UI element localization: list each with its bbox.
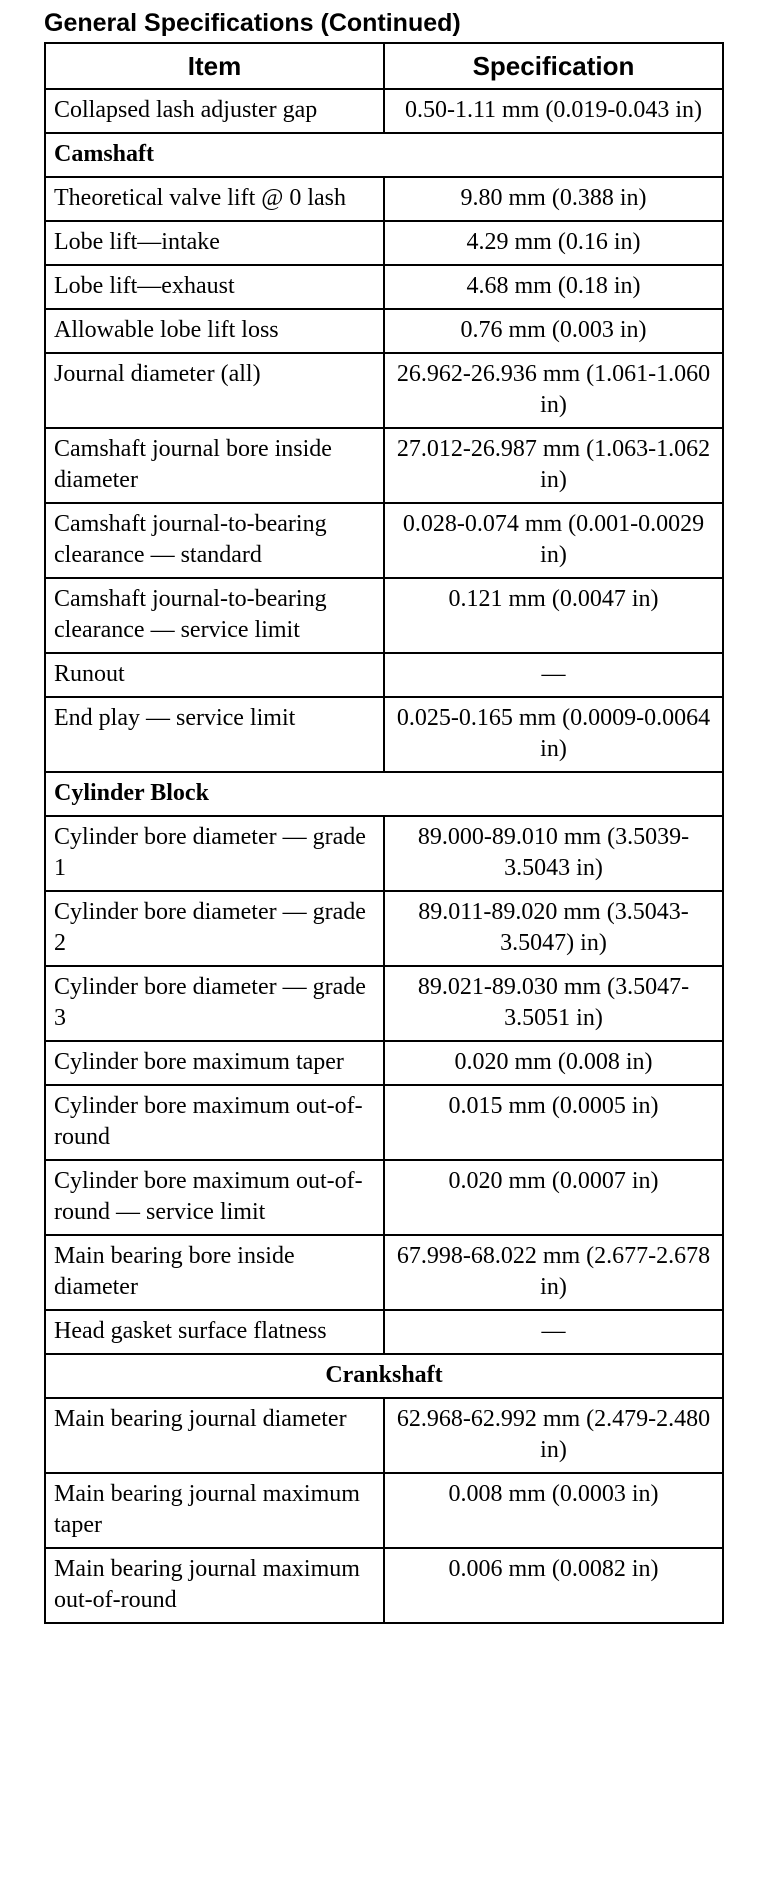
specification-cell: — [384, 653, 723, 697]
specification-cell: 9.80 mm (0.388 in) [384, 177, 723, 221]
specification-cell: 0.006 mm (0.0082 in) [384, 1548, 723, 1623]
table-row [45, 221, 723, 265]
table-row [45, 966, 723, 1041]
table-row [45, 265, 723, 309]
item-cell: Main bearing journal diameter [45, 1398, 384, 1473]
table-row [45, 653, 723, 697]
specification-cell: 89.000-89.010 mm (3.5039-3.5043 in) [384, 816, 723, 891]
item-cell: Cylinder bore maximum out-of-round [45, 1085, 384, 1160]
specification-cell: 0.50-1.11 mm (0.019-0.043 in) [384, 89, 723, 133]
specification-cell: 4.68 mm (0.18 in) [384, 265, 723, 309]
spec-page [44, 0, 722, 1624]
table-row [45, 578, 723, 653]
specification-cell: 0.015 mm (0.0005 in) [384, 1085, 723, 1160]
specification-cell: 26.962-26.936 mm (1.061-1.060 in) [384, 353, 723, 428]
item-cell: Lobe lift—exhaust [45, 265, 384, 309]
section-row [45, 133, 723, 177]
item-cell: Main bearing journal maximum out-of-round [45, 1548, 384, 1623]
specification-cell: 4.29 mm (0.16 in) [384, 221, 723, 265]
item-cell: Lobe lift—intake [45, 221, 384, 265]
item-cell: Main bearing journal maximum taper [45, 1473, 384, 1548]
specification-cell: 0.121 mm (0.0047 in) [384, 578, 723, 653]
table-row [45, 1160, 723, 1235]
specifications-table [44, 42, 724, 1624]
specification-cell: 67.998-68.022 mm (2.677-2.678 in) [384, 1235, 723, 1310]
specification-cell: 0.020 mm (0.0007 in) [384, 1160, 723, 1235]
item-cell: Camshaft journal-to-bearing clearance — service limit [45, 578, 384, 653]
table-row [45, 816, 723, 891]
item-cell: Cylinder bore diameter — grade 2 [45, 891, 384, 966]
item-cell: Cylinder bore maximum taper [45, 1041, 384, 1085]
table-body [45, 89, 723, 1623]
item-cell: Camshaft journal bore inside diameter [45, 428, 384, 503]
table-row [45, 1310, 723, 1354]
section-row [45, 772, 723, 816]
section-row [45, 1354, 723, 1398]
section-heading: Crankshaft [45, 1354, 723, 1398]
table-row [45, 697, 723, 772]
table-row [45, 353, 723, 428]
table-header-row [45, 43, 723, 89]
table-row [45, 89, 723, 133]
item-cell: Theoretical valve lift @ 0 lash [45, 177, 384, 221]
specification-cell: — [384, 1310, 723, 1354]
table-row [45, 1235, 723, 1310]
table-row [45, 177, 723, 221]
table-row [45, 1085, 723, 1160]
item-cell: Journal diameter (all) [45, 353, 384, 428]
item-cell: Cylinder bore diameter — grade 1 [45, 816, 384, 891]
table-row [45, 1548, 723, 1623]
table-row [45, 428, 723, 503]
section-heading: Camshaft [45, 133, 723, 177]
column-header-specification: Specification [384, 43, 723, 89]
table-row [45, 309, 723, 353]
item-cell: Allowable lobe lift loss [45, 309, 384, 353]
specification-cell: 0.025-0.165 mm (0.0009-0.0064 in) [384, 697, 723, 772]
specification-cell: 62.968-62.992 mm (2.479-2.480 in) [384, 1398, 723, 1473]
item-cell: Cylinder bore maximum out-of-round — service limit [45, 1160, 384, 1235]
page-title: General Specifications (Continued) [44, 9, 461, 37]
table-row [45, 1398, 723, 1473]
specification-cell: 27.012-26.987 mm (1.063-1.062 in) [384, 428, 723, 503]
table-row [45, 503, 723, 578]
table-row [45, 1041, 723, 1085]
item-cell: End play — service limit [45, 697, 384, 772]
table-row [45, 1473, 723, 1548]
item-cell: Runout [45, 653, 384, 697]
section-heading: Cylinder Block [45, 772, 723, 816]
specification-cell: 0.020 mm (0.008 in) [384, 1041, 723, 1085]
table-row [45, 891, 723, 966]
item-cell: Main bearing bore inside diameter [45, 1235, 384, 1310]
specification-cell: 0.028-0.074 mm (0.001-0.0029 in) [384, 503, 723, 578]
item-cell: Collapsed lash adjuster gap [45, 89, 384, 133]
item-cell: Head gasket surface flatness [45, 1310, 384, 1354]
specification-cell: 0.008 mm (0.0003 in) [384, 1473, 723, 1548]
specification-cell: 0.76 mm (0.003 in) [384, 309, 723, 353]
item-cell: Cylinder bore diameter — grade 3 [45, 966, 384, 1041]
specification-cell: 89.021-89.030 mm (3.5047-3.5051 in) [384, 966, 723, 1041]
column-header-item: Item [45, 43, 384, 89]
item-cell: Camshaft journal-to-bearing clearance — standard [45, 503, 384, 578]
specification-cell: 89.011-89.020 mm (3.5043-3.5047) in) [384, 891, 723, 966]
